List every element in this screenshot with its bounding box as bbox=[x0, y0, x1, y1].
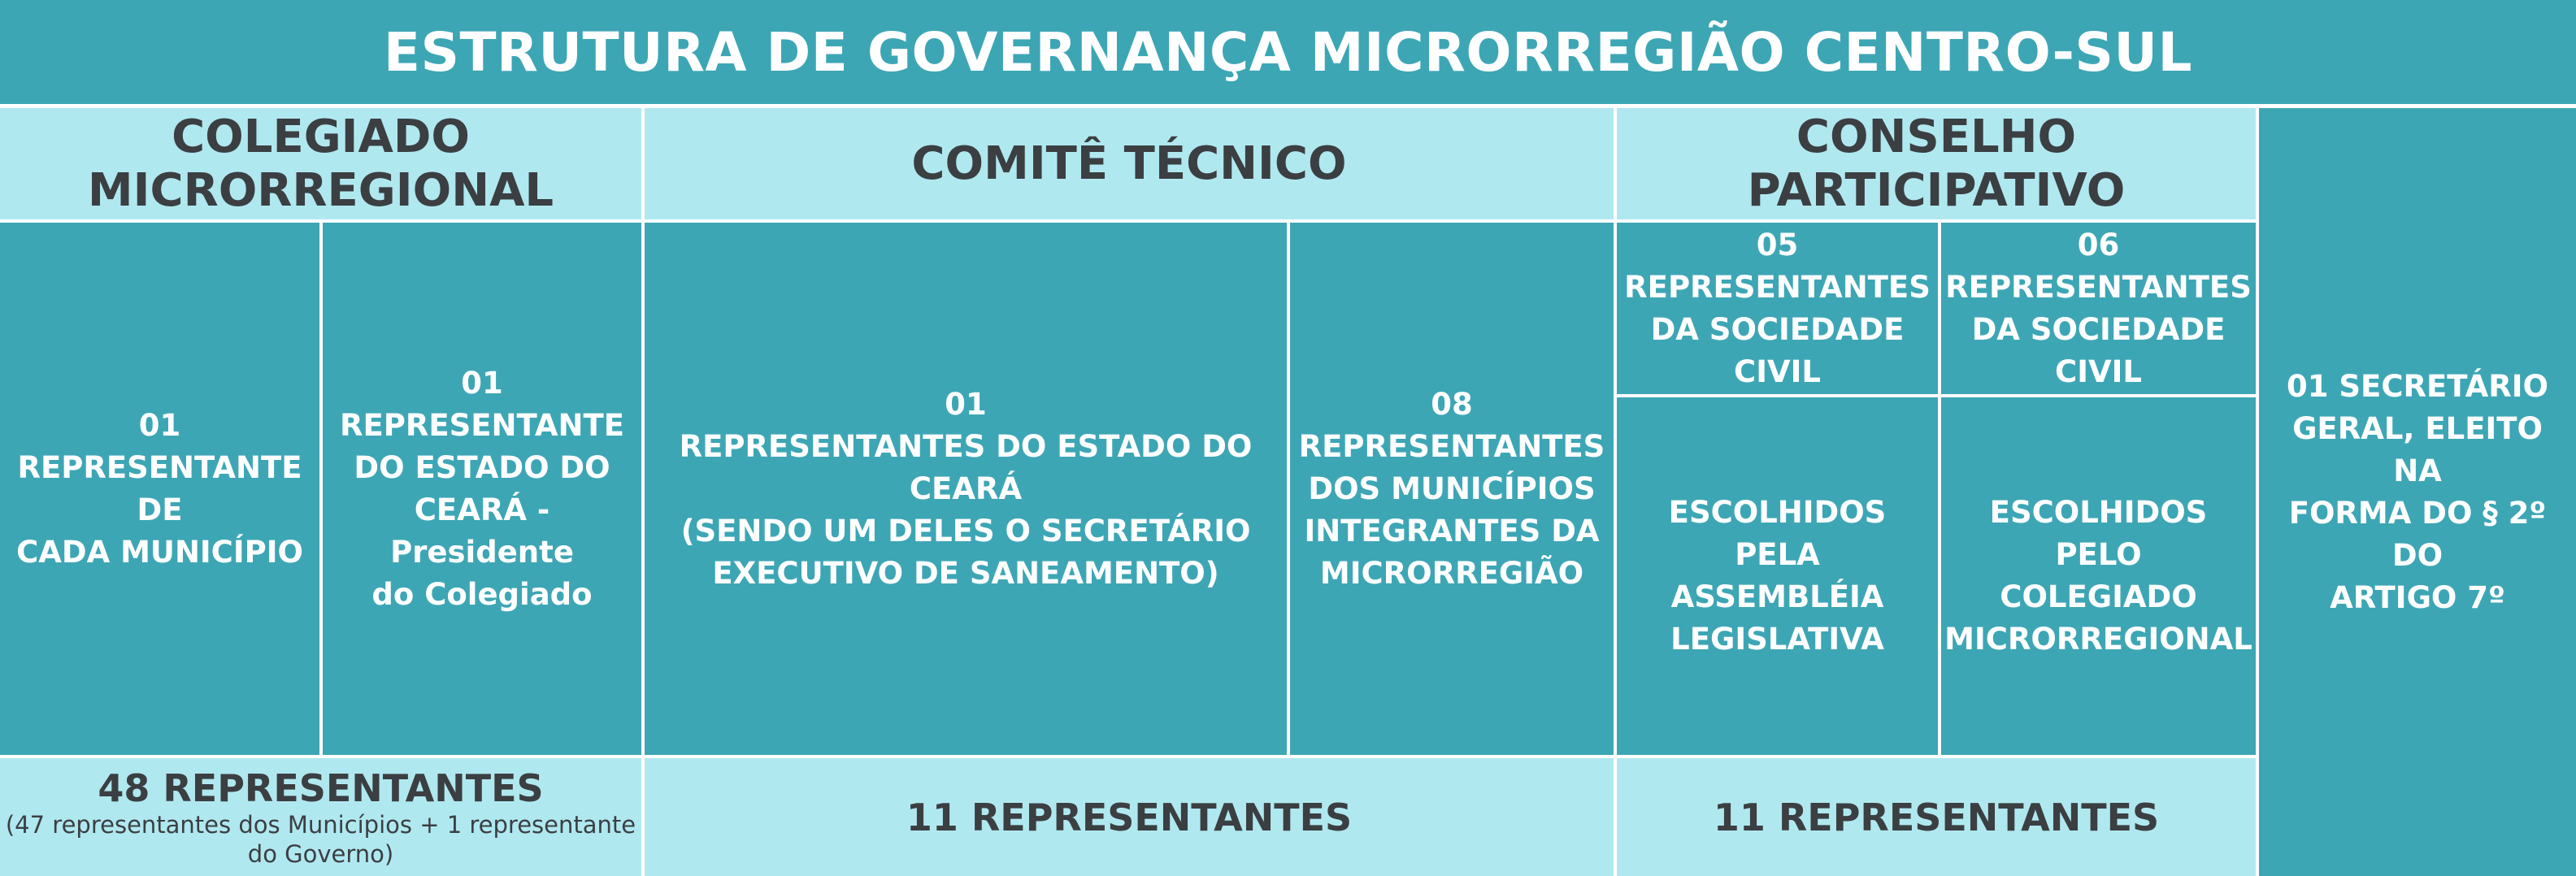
comite-header bbox=[645, 108, 1614, 219]
cell-line: DOS MUNICÍPIOS bbox=[1308, 471, 1596, 506]
cell-line: EXECUTIVO DE SANEAMENTO) bbox=[712, 555, 1219, 591]
cell-line: REPRESENTANTES DO ESTADO DO CEARÁ bbox=[679, 428, 1253, 506]
cell-line: REPRESENTANTES bbox=[1945, 269, 2252, 305]
colegiado-total-text: 48 REPRESENTANTES bbox=[98, 765, 544, 810]
cell-line: REPRESENTANTES bbox=[1298, 428, 1605, 464]
colegiado-municipios-cell bbox=[0, 223, 319, 755]
conselho-header-text: CONSELHO PARTICIPATIVO bbox=[1747, 110, 2126, 217]
conselho-header bbox=[1617, 108, 2256, 219]
diagram-title bbox=[0, 0, 2576, 104]
cell-line: 05 bbox=[1756, 227, 1799, 262]
cell-line: COLEGIADO bbox=[2000, 579, 2197, 614]
cell-line: DA SOCIEDADE bbox=[1971, 311, 2226, 347]
cell-line: ASSEMBLÉIA bbox=[1670, 579, 1884, 614]
conselho-assembleia-cell bbox=[1617, 397, 1938, 755]
colegiado-total bbox=[0, 758, 641, 876]
cell-line: INTEGRANTES DA bbox=[1304, 513, 1600, 549]
cell-line: 01 SECRETÁRIO bbox=[2287, 368, 2548, 404]
conselho-sociedade-06-cell bbox=[1941, 223, 2256, 394]
conselho-total-text: 11 REPRESENTANTES bbox=[1713, 795, 2160, 839]
comite-header-text: COMITÊ TÉCNICO bbox=[911, 137, 1347, 190]
comite-total bbox=[645, 758, 1614, 876]
comite-total-text: 11 REPRESENTANTES bbox=[906, 795, 1353, 839]
secretario-geral-cell bbox=[2259, 108, 2576, 876]
conselho-sociedade-05-cell bbox=[1617, 223, 1938, 394]
cell-line: DO ESTADO DO bbox=[354, 449, 610, 485]
cell-line: GERAL, ELEITO NA bbox=[2292, 410, 2543, 488]
cell-line: CADA MUNICÍPIO bbox=[16, 534, 303, 570]
cell-line: 06 bbox=[2077, 227, 2120, 262]
comite-municipios-cell bbox=[1290, 223, 1614, 755]
cell-line: LEGISLATIVA bbox=[1670, 622, 1884, 657]
cell-line: ARTIGO 7º bbox=[2330, 579, 2505, 615]
diagram-title-text: ESTRUTURA DE GOVERNANÇA MICRORREGIÃO CENTRO-SUL bbox=[383, 20, 2193, 84]
cell-line: (SENDO UM DELES O SECRETÁRIO bbox=[680, 513, 1251, 549]
colegiado-header bbox=[0, 108, 641, 219]
cell-line: 01 bbox=[945, 386, 987, 422]
cell-line: REPRESENTANTE bbox=[339, 407, 625, 443]
cell-line: MICRORREGIONAL bbox=[1944, 622, 2252, 657]
cell-line: ESCOLHIDOS PELA bbox=[1668, 495, 1887, 572]
colegiado-estado-cell bbox=[323, 223, 641, 755]
conselho-colegiado-cell bbox=[1941, 397, 2256, 755]
cell-line: REPRESENTANTES bbox=[1624, 269, 1931, 305]
cell-line: 01 bbox=[461, 365, 503, 401]
conselho-total bbox=[1617, 758, 2256, 876]
colegiado-header-line: COLEGIADO bbox=[172, 110, 470, 163]
cell-line: DA SOCIEDADE CIVIL bbox=[1650, 311, 1905, 389]
cell-line: 01 bbox=[138, 407, 181, 443]
comite-estado-cell bbox=[645, 223, 1287, 755]
cell-line: CIVIL bbox=[2055, 353, 2142, 389]
cell-line: MICRORREGIÃO bbox=[1319, 555, 1584, 591]
cell-line: 08 bbox=[1431, 386, 1473, 422]
cell-line: FORMA DO § 2º DO bbox=[2288, 495, 2547, 573]
cell-line: REPRESENTANTE DE bbox=[17, 449, 302, 527]
cell-line: CEARÁ - Presidente bbox=[390, 492, 574, 570]
colegiado-header-line: MICRORREGIONAL bbox=[87, 163, 554, 217]
colegiado-total-note: (47 representantes dos Municípios + 1 representante do Governo) bbox=[5, 810, 636, 868]
cell-line: ESCOLHIDOS PELO bbox=[1989, 495, 2208, 572]
cell-line: do Colegiado bbox=[371, 576, 593, 612]
